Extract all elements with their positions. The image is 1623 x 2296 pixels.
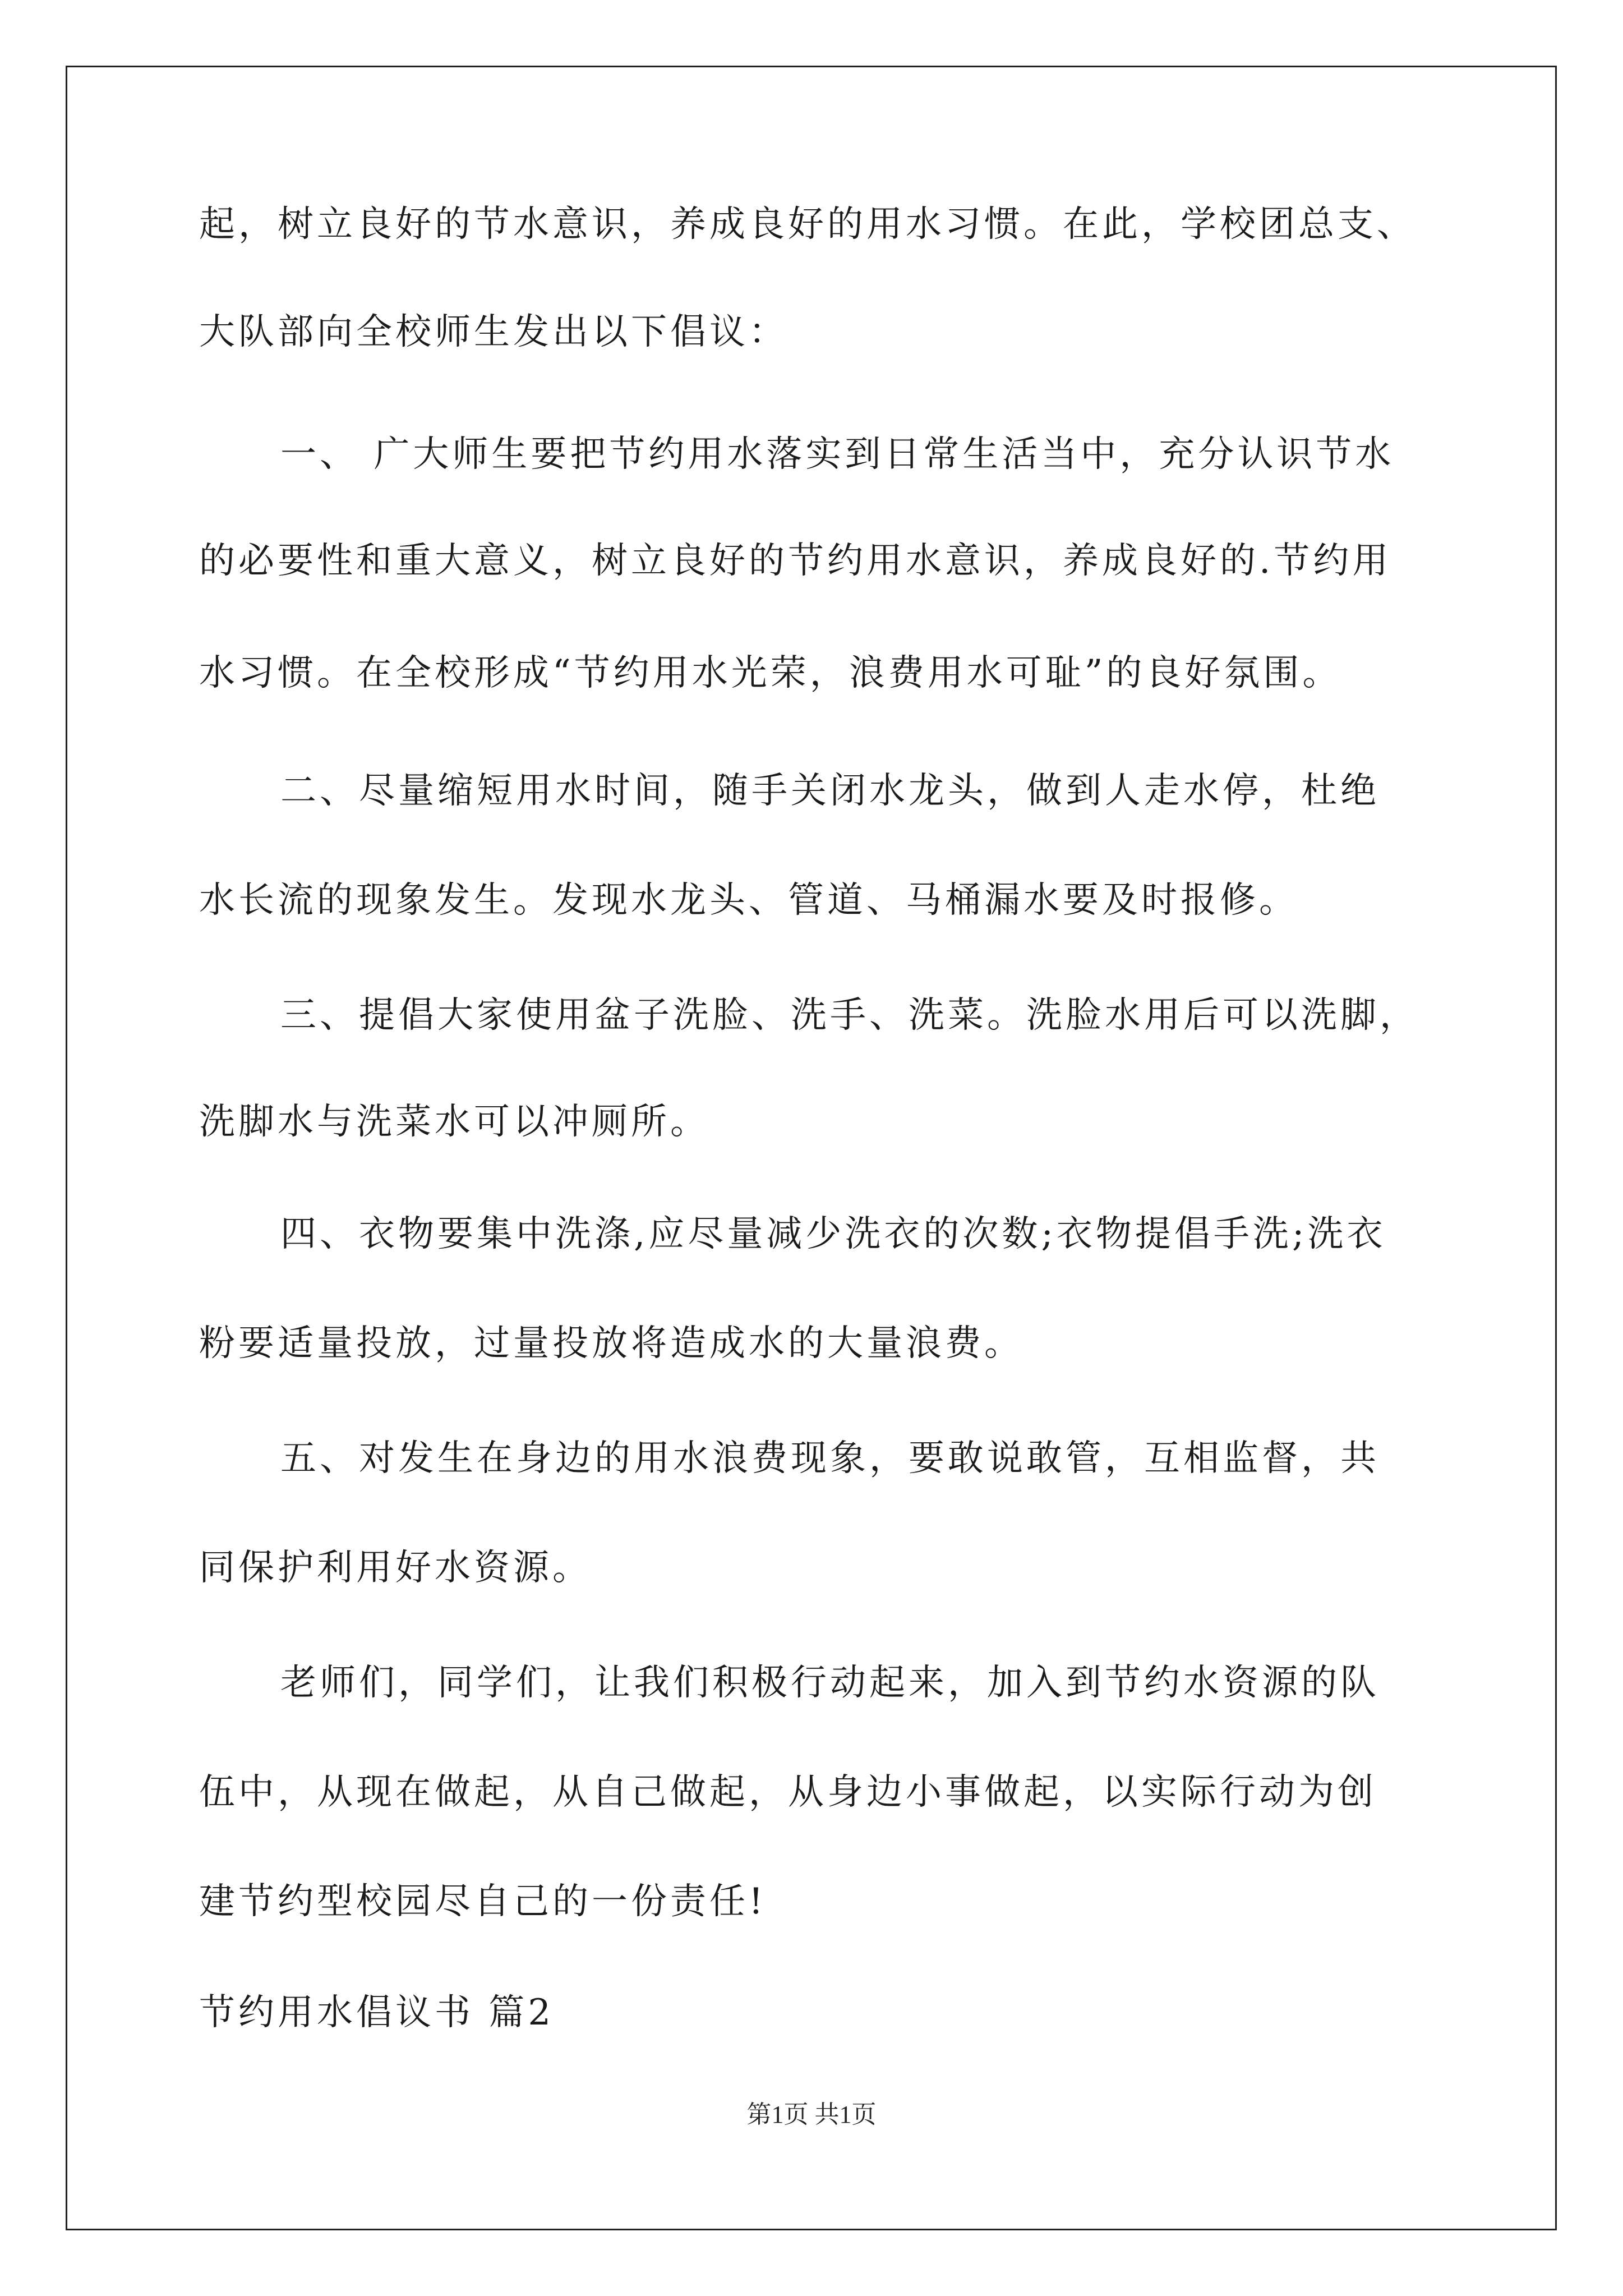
paragraph-1-start: 一、 广大师生要把节约用水落实到日常生活当中，充分认识节水 <box>280 434 1395 475</box>
paragraph-5-start: 五、对发生在身边的用水浪费现象，要敢说敢管，互相监督，共 <box>280 1438 1380 1479</box>
text-line: 粉要适量投放，过量投放将造成水的大量浪费。 <box>199 1323 1023 1364</box>
paragraph-2-start: 二、尽量缩短用水时间，随手关闭水龙头，做到人走水停，杜绝 <box>280 770 1380 812</box>
text-line: 建节约型校园尽自己的一份责任! <box>199 1881 767 1922</box>
paragraph-6-start: 老师们，同学们，让我们积极行动起来，加入到节约水资源的队 <box>280 1662 1380 1704</box>
text-line: 伍中，从现在做起，从自己做起，从身边小事做起，以实际行动为创 <box>199 1772 1377 1813</box>
text-line: 起，树立良好的节水意识，养成良好的用水习惯。在此，学校团总支、 <box>199 204 1416 245</box>
text-line: 洗脚水与洗菜水可以冲厕所。 <box>199 1101 709 1143</box>
text-line: 的必要性和重大意义，树立良好的节约用水意识，养成良好的.节约用 <box>199 540 1392 582</box>
text-line: 水长流的现象发生。发现水龙头、管道、马桶漏水要及时报修。 <box>199 880 1298 921</box>
paragraph-4-start: 四、衣物要集中洗涤,应尽量减少洗衣的次数;衣物提倡手洗;洗衣 <box>280 1213 1386 1255</box>
page-footer: 第1页 共1页 <box>746 2101 877 2128</box>
text-line: 同保护利用好水资源。 <box>199 1547 592 1589</box>
text-line: 大队部向全校师生发出以下倡议： <box>199 311 788 353</box>
section-heading: 节约用水倡议书 篇2 <box>199 1992 555 2033</box>
text-line: 水习惯。在全校形成“节约用水光荣，浪费用水可耻”的良好氛围。 <box>199 652 1342 694</box>
paragraph-3-start: 三、提倡大家使用盆子洗脸、洗手、洗菜。洗脸水用后可以洗脚， <box>280 995 1419 1036</box>
